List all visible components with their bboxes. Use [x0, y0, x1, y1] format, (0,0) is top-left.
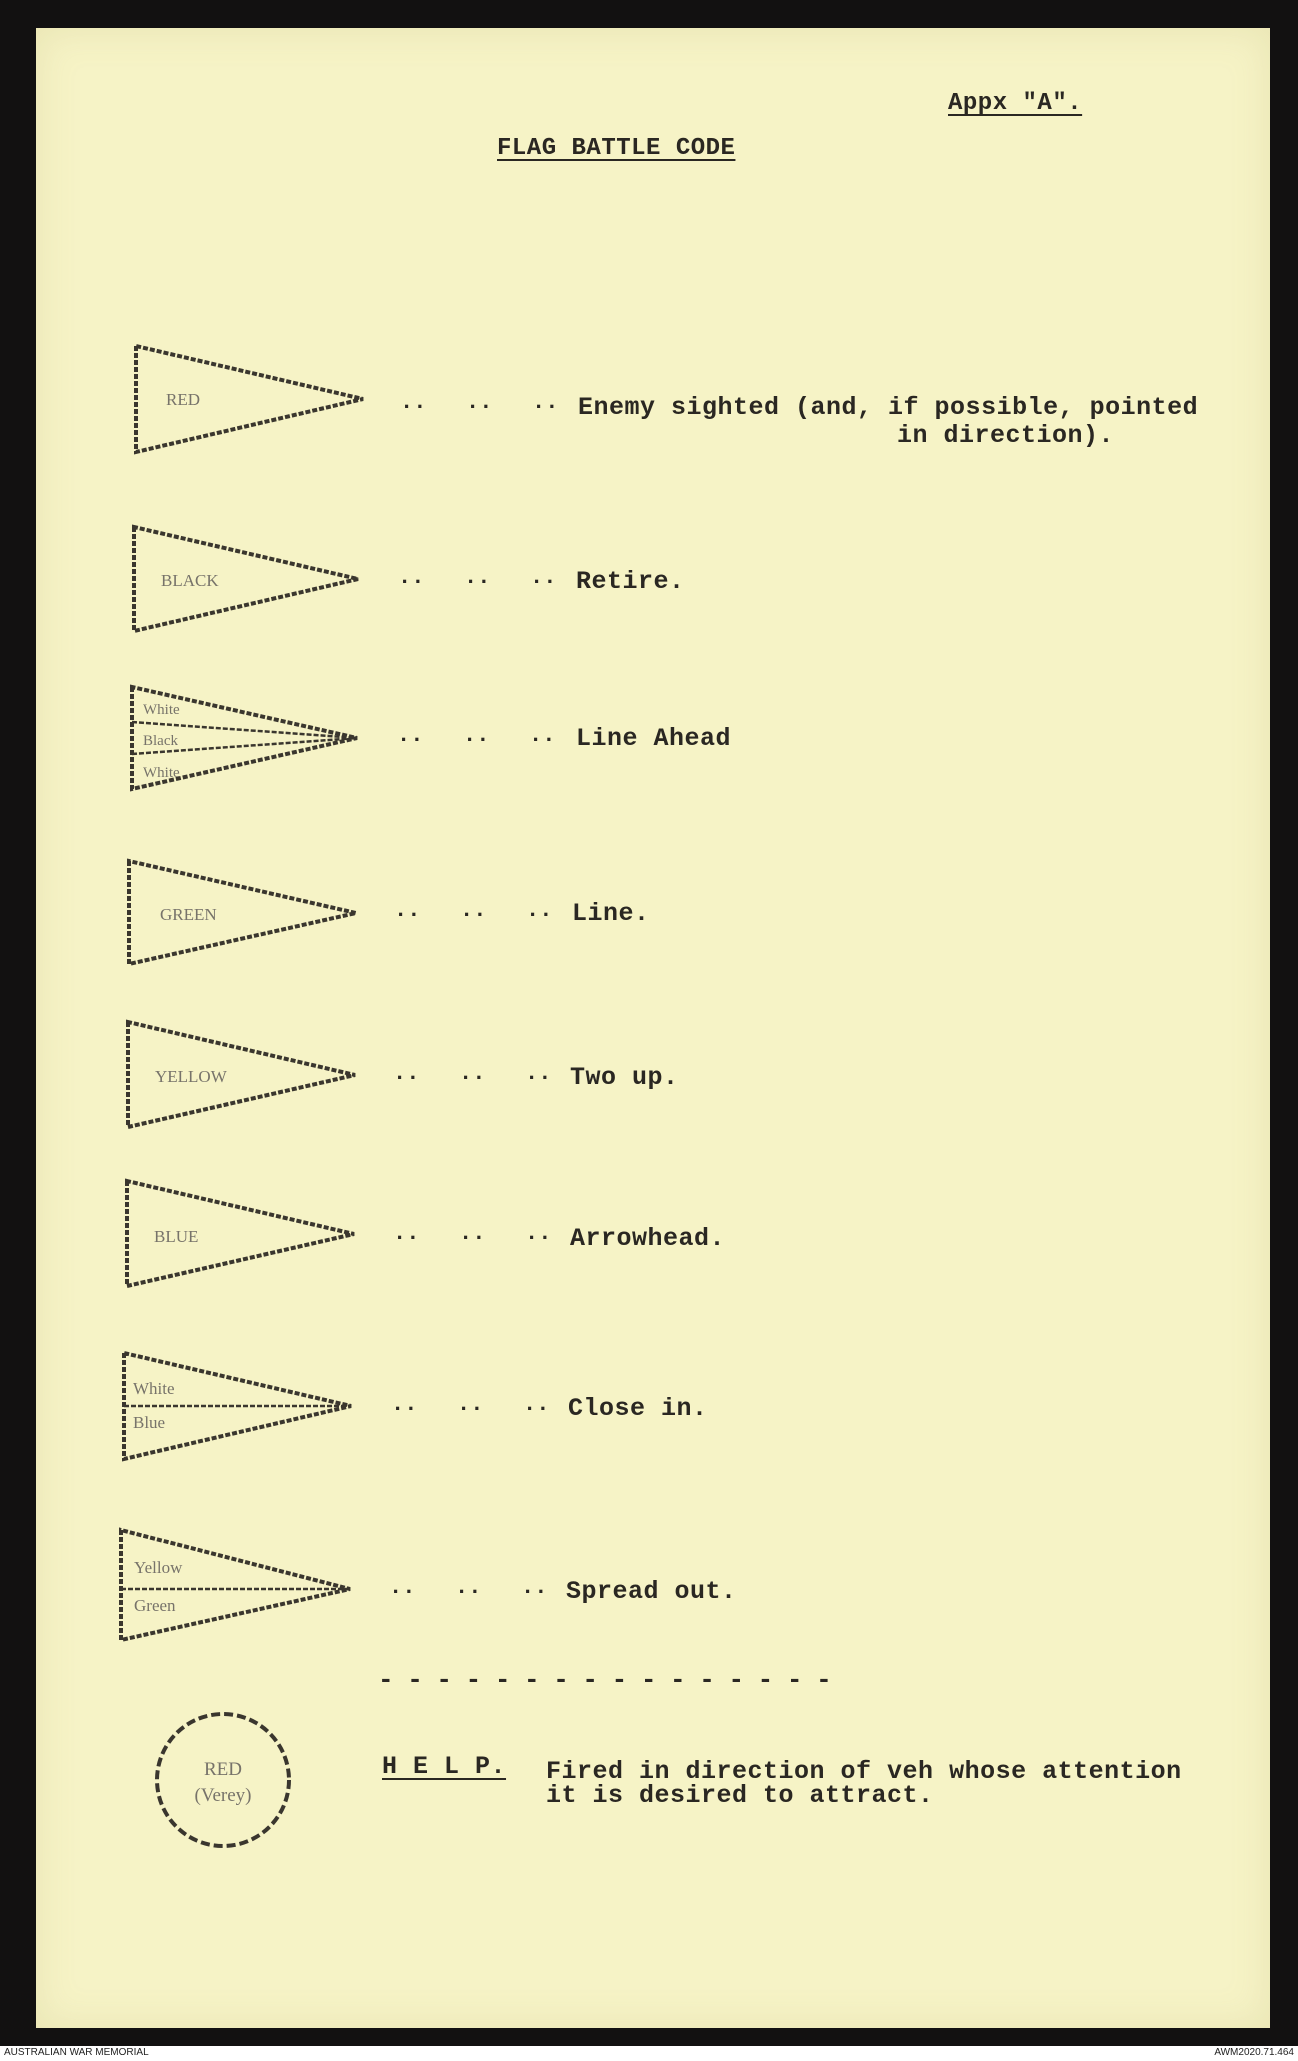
meaning-enemy-sighted: Enemy sighted (and, if possible, pointed [578, 393, 1199, 422]
dot-leader: .. .. .. [393, 1061, 552, 1086]
dot-leader: .. .. .. [393, 1221, 552, 1246]
dot-leader: .. .. .. [394, 898, 553, 923]
footer-accession-number: AWM2020.71.464 [1214, 2047, 1294, 2058]
flag-green-label: GREEN [160, 905, 217, 924]
separator-line: - - - - - - - - - - - - - - - - [378, 1665, 831, 1695]
flag-red [133, 343, 373, 458]
dot-leader: .. .. .. [391, 1392, 550, 1417]
appendix-label: Appx "A". [948, 90, 1083, 117]
meaning-arrowhead: Arrowhead. [570, 1224, 726, 1253]
dot-leader: .. .. .. [398, 565, 557, 590]
dot-leader: .. .. .. [400, 390, 559, 415]
flag-blue-label: BLUE [154, 1227, 199, 1246]
flag-red-label: RED [166, 390, 200, 409]
flag-white-blue [121, 1350, 361, 1462]
help-description-line1: Fired in direction of veh whose attention [546, 1757, 1182, 1786]
verey-signal-line2: (Verey) [194, 1785, 252, 1806]
help-description-line2: it is desired to attract. [546, 1781, 934, 1810]
flag-white-black-white [129, 684, 369, 794]
flag-band-bottom-label: Blue [133, 1413, 166, 1432]
flag-band-top-label: White [143, 702, 180, 718]
meaning-retire: Retire. [576, 567, 685, 596]
meaning-spread-out: Spread out. [566, 1577, 737, 1606]
flag-green [126, 858, 366, 970]
flag-band-top-label: White [133, 1379, 175, 1398]
dot-leader: .. .. .. [397, 723, 556, 748]
verey-signal-line1: RED [204, 1759, 242, 1780]
flag-yellow-green [118, 1527, 358, 1643]
meaning-two-up: Two up. [570, 1063, 679, 1092]
flag-band-top-label: Yellow [134, 1558, 183, 1577]
meaning-enemy-sighted-cont: in direction). [897, 421, 1115, 450]
meaning-line: Line. [572, 899, 650, 928]
scalloped-circle-icon [148, 1705, 298, 1855]
help-label: H E L P. [382, 1752, 507, 1781]
archive-footer [0, 2046, 1298, 2061]
page-title: FLAG BATTLE CODE [497, 135, 736, 162]
meaning-line-ahead: Line Ahead [576, 724, 732, 753]
dot-leader: .. .. .. [389, 1575, 548, 1600]
flag-band-bottom-label: White [143, 765, 180, 781]
flag-black-label: BLACK [161, 571, 219, 590]
meaning-close-in: Close in. [568, 1394, 708, 1423]
flag-blue [124, 1178, 364, 1290]
verey-signal-stamp [148, 1705, 298, 1860]
flag-yellow-label: YELLOW [155, 1067, 227, 1086]
footer-institution: AUSTRALIAN WAR MEMORIAL [4, 2047, 149, 2058]
flag-black [131, 524, 371, 639]
flag-band-middle-label: Black [143, 733, 178, 749]
flag-yellow [125, 1019, 365, 1131]
flag-band-bottom-label: Green [134, 1596, 176, 1615]
